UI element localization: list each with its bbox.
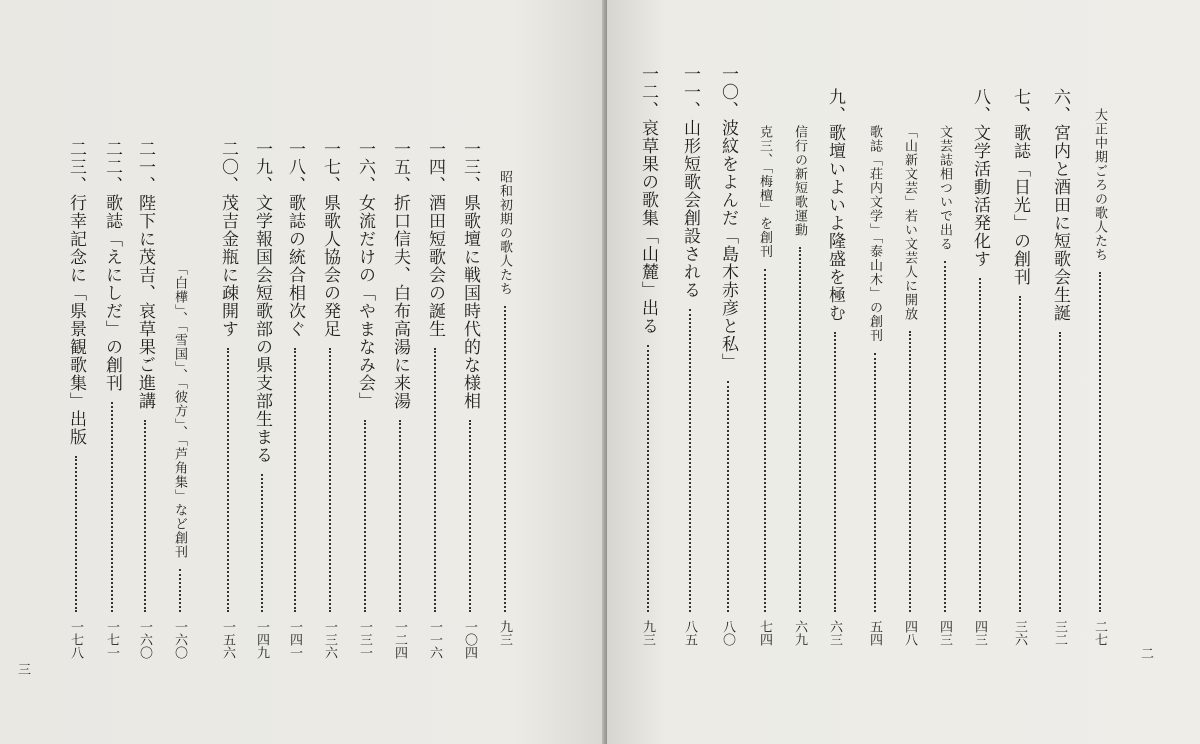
toc-page-number: 一七八 — [68, 620, 83, 659]
toc-page-number: 六三 — [827, 620, 842, 646]
leader-dots — [874, 353, 876, 612]
toc-entry-right-3: 七、歌誌「日光」の創刊 — [1010, 88, 1030, 286]
leader-dots — [261, 474, 263, 612]
toc-subentry-right-9: 信行の新短歌運動 — [792, 125, 807, 237]
leader-dots — [764, 269, 766, 612]
toc-page-number: 三六 — [1012, 620, 1027, 646]
toc-entry-right-13: 一二、哀草果の歌集「山麓」出る — [638, 65, 658, 335]
toc-entry-left-9: 二〇、茂吉金瓶に疎開す — [218, 140, 238, 338]
leader-dots — [1019, 296, 1021, 612]
toc-entry-left-8: 一九、文学報国会短歌部の県支部生まる — [252, 140, 272, 464]
toc-page-number: 四八 — [902, 620, 917, 646]
toc-page-number: 二七 — [1092, 620, 1107, 646]
toc-page-number: 一六〇 — [137, 620, 152, 659]
toc-page-number: 七四 — [757, 620, 772, 646]
leader-dots — [799, 247, 801, 612]
leader-dots — [364, 420, 366, 612]
leader-dots — [727, 381, 729, 612]
toc-page-number: 一五六 — [220, 620, 235, 659]
toc-entry-left-7: 一八、歌誌の統合相次ぐ — [285, 140, 305, 338]
toc-entry-right-4: 八、文学活動活発化す — [970, 88, 990, 268]
toc-entry-right-8: 九、歌壇いよいよ隆盛を極む — [825, 88, 845, 322]
toc-subentry-left-1: 昭和初期の歌人たち — [497, 170, 512, 296]
toc-page-number: 五四 — [867, 620, 882, 646]
toc-subentry-right-6: 「山新文芸」若い文芸人に開放 — [902, 125, 917, 321]
toc-page-number: 一四一 — [287, 620, 302, 659]
leader-dots — [294, 348, 296, 612]
toc-subentry-right-7: 歌誌「荘内文学」「泰山木」の創刊 — [867, 125, 882, 343]
leader-dots — [469, 420, 471, 612]
leader-dots — [434, 348, 436, 612]
toc-page-number: 一一六 — [427, 620, 442, 659]
leader-dots — [75, 456, 77, 612]
leader-dots — [1059, 332, 1061, 612]
toc-page-number: 六九 — [792, 620, 807, 646]
leader-dots — [399, 420, 401, 612]
toc-page-number: 九三 — [497, 620, 512, 646]
leader-dots — [944, 261, 946, 612]
leader-dots — [647, 345, 649, 612]
toc-page-number: 九三 — [640, 620, 655, 646]
toc-page-number: 一二四 — [392, 620, 407, 659]
toc-page-number: 一七一 — [104, 620, 119, 659]
page-folio-right: 二 — [1141, 647, 1155, 662]
leader-dots — [111, 402, 113, 612]
toc-page-number: 一六〇 — [172, 620, 187, 659]
toc-entry-left-6: 一七、県歌人協会の発足 — [320, 140, 340, 338]
toc-subentry-right-10: 克三、「梅檀」を創刊 — [757, 125, 772, 259]
toc-subentry-left-10: 「白樺」、「雪国」、「彼方」、「芦角集」など創刊 — [172, 262, 187, 559]
leader-dots — [504, 306, 506, 612]
leader-dots — [909, 331, 911, 612]
toc-entry-left-5: 一六、女流だけの「やまなみ会」 — [355, 140, 375, 410]
leader-dots — [834, 332, 836, 612]
page-folio-left: 三 — [18, 663, 32, 678]
toc-entry-left-2: 一三、県歌壇に戦国時代的な様相 — [460, 140, 480, 410]
leader-dots — [227, 348, 229, 612]
toc-entry-left-3: 一四、酒田短歌会の誕生 — [425, 140, 445, 338]
toc-page-number: 四三 — [972, 620, 987, 646]
toc-subentry-right-5: 文芸誌相ついで出る — [937, 125, 952, 251]
toc-entry-left-13: 二三、行幸記念に「県景観歌集」出版 — [66, 140, 86, 446]
leader-dots — [144, 420, 146, 612]
leader-dots — [179, 569, 181, 612]
toc-page-number: 一〇四 — [462, 620, 477, 659]
leader-dots — [1099, 272, 1101, 612]
leader-dots — [329, 348, 331, 612]
toc-page-number: 四三 — [937, 620, 952, 646]
toc-page-number: 八〇 — [720, 620, 735, 646]
leader-dots — [979, 278, 981, 612]
toc-entry-right-12: 一一、山形短歌会創設される — [680, 65, 700, 299]
toc-subentry-right-1: 大正中期ごろの歌人たち — [1092, 108, 1107, 262]
toc-entry-right-11: 一〇、波紋をよんだ「島木赤彦と私」 — [718, 65, 738, 371]
toc-entry-left-12: 二二、歌誌「えにしだ」の創刊 — [102, 140, 122, 392]
toc-page-number: 一三一 — [357, 620, 372, 659]
toc-entry-right-2: 六、宮内と酒田に短歌会生誕 — [1050, 88, 1070, 322]
leader-dots — [689, 309, 691, 612]
toc-page-number: 三二 — [1052, 620, 1067, 646]
toc-entry-left-11: 二一、陛下に茂吉、哀草果ご進講 — [135, 140, 155, 410]
toc-entry-left-4: 一五、折口信夫、白布高湯に来湯 — [390, 140, 410, 410]
toc-page-number: 一四九 — [254, 620, 269, 659]
toc-page-number: 一三六 — [322, 620, 337, 659]
toc-page-number: 八五 — [682, 620, 697, 646]
